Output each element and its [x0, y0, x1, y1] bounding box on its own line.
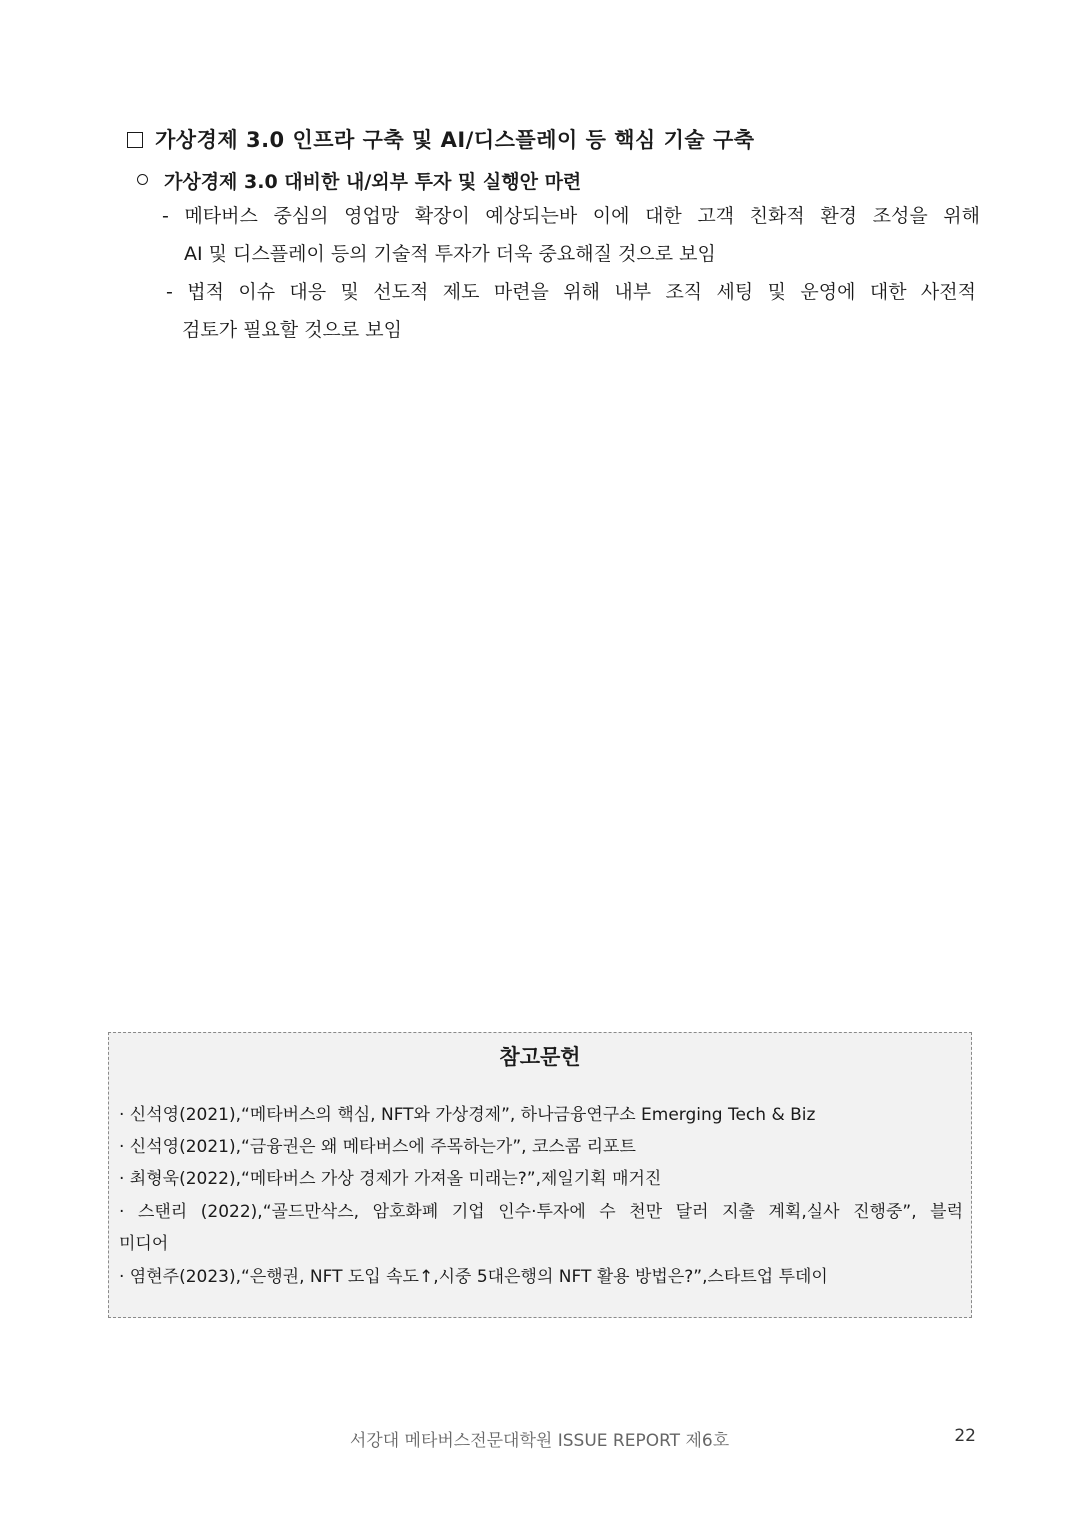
footer-title: 서강대 메타버스전문대학원 ISSUE REPORT 제6호	[349, 1431, 730, 1451]
reference-item-1: · 신석영(2021),“메타버스의 핵심, NFT와 가상경제”, 하나금융연구소 Emerging Tech & Biz	[119, 1105, 816, 1125]
page-number: 22	[954, 1426, 976, 1446]
bullet-1-line-2: AI 및 디스플레이 등의 기술적 투자가 더욱 중요해질 것으로 보임	[184, 243, 716, 265]
reference-item-4: · 스탠리 (2022),“골드만삭스, 암호화폐 기업 인수·투자에 수 천만 달러 지출 계획,실사 진행중”, 블럭	[119, 1202, 963, 1222]
bullet-2-line-1: - 법적 이슈 대응 및 선도적 제도 마련을 위해 내부 조직 세팅 및 운영에 대한 사전적	[166, 281, 976, 303]
checkbox-icon	[127, 132, 143, 148]
sub-heading-text: 가상경제 3.0 대비한 내/외부 투자 및 실행안 마련	[164, 171, 582, 193]
section-heading-text: 가상경제 3.0 인프라 구축 및 AI/디스플레이 등 핵심 기술 구축	[155, 128, 755, 152]
reference-item-2: · 신석영(2021),“금융권은 왜 메타버스에 주목하는가”, 코스콤 리포트	[119, 1137, 636, 1157]
bullet-2-line-2: 검토가 필요할 것으로 보임	[182, 319, 403, 341]
references-title: 참고문헌	[499, 1045, 581, 1069]
sub-heading	[137, 167, 581, 194]
reference-item-4-cont: 미디어	[119, 1234, 169, 1254]
reference-item-5: · 염현주(2023),“은행권, NFT 도입 속도↑,시중 5대은행의 NFT 활용 방법은?”,스타트업 투데이	[119, 1267, 828, 1287]
references-box	[108, 1032, 972, 1318]
circle-bullet-icon	[137, 174, 148, 185]
bullet-1-line-1: - 메타버스 중심의 영업망 확장이 예상되는바 이에 대한 고객 친화적 환경 조성을 위해	[162, 205, 980, 227]
section-heading	[127, 124, 755, 154]
reference-item-3: · 최형욱(2022),“메타버스 가상 경제가 가져올 미래는?”,제일기획 매거진	[119, 1169, 662, 1189]
